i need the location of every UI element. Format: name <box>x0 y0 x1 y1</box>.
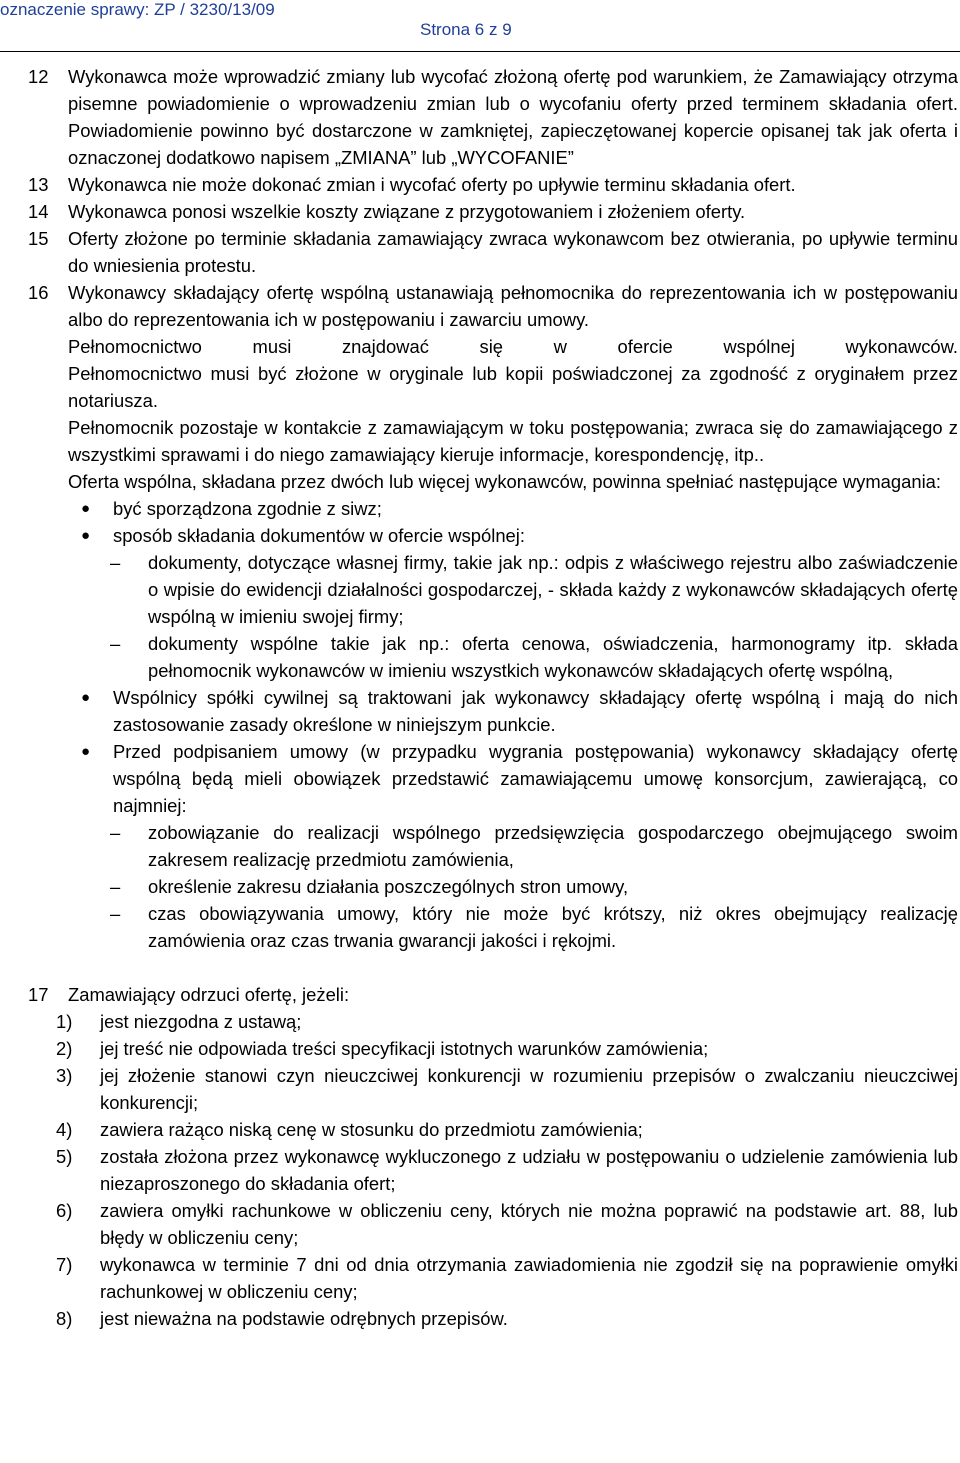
dash-text: dokumenty, dotyczące własnej firmy, takie jak np.: odpis z właściwego rejestru albo zaświadczenie o wpisie do ewidencji działalności gospodarczej, - składa każdy z wykonawców składających ofertę wspólną w imieniu swojej firmy; <box>148 552 958 627</box>
numbered-item <box>28 1008 958 1035</box>
dash-item <box>28 873 958 900</box>
item-number: 6) <box>56 1200 73 1221</box>
point-13 <box>28 171 958 198</box>
bullet-item <box>28 522 958 549</box>
point-text: Oferty złożone po terminie składania zamawiający zwraca wykonawcom bez otwierania, po upływie terminu do wniesienia protestu. <box>68 228 958 276</box>
point-number: 13 <box>28 174 49 195</box>
point-16 <box>28 279 958 495</box>
dash-icon: – <box>110 903 121 924</box>
point-text: Pełnomocnictwo musi być złożone w oryginale lub kopii poświadczonej za zgodność z oryginałem przez notariusza. <box>68 363 958 411</box>
item-number: 8) <box>56 1308 73 1329</box>
point-number: 14 <box>28 201 49 222</box>
dash-item <box>28 630 958 684</box>
dash-item <box>28 900 958 954</box>
bullet-text: Wspólnicy spółki cywilnej są traktowani jak wykonawcy składający ofertę wspólną i mają do nich zastosowanie zasady określone w niniejszym punkcie. <box>113 687 958 735</box>
dash-item <box>28 549 958 630</box>
point-number: 12 <box>28 66 49 87</box>
item-text: jest nieważna na podstawie odrębnych przepisów. <box>100 1308 508 1329</box>
bullet-text: Przed podpisaniem umowy (w przypadku wygrania postępowania) wykonawcy składający ofertę wspólną będą mieli obowiązek przedstawić zamawiającemu umowę konsorcjum, zawierającą, co najmniej: <box>113 741 958 816</box>
item-number: 4) <box>56 1119 73 1140</box>
point-12 <box>28 63 958 171</box>
point-15 <box>28 225 958 279</box>
point-number: 15 <box>28 228 49 249</box>
document-body <box>28 63 958 1332</box>
dash-text: czas obowiązywania umowy, który nie może być krótszy, niż okres obejmujący realizację zamówienia oraz czas trwania gwarancji jakości i rękojmi. <box>148 903 958 951</box>
numbered-item <box>28 1143 958 1197</box>
item-text: jej złożenie stanowi czyn nieuczciwej konkurencji w rozumieniu przepisów o zwalczaniu nieuczciwej konkurencji; <box>100 1065 958 1113</box>
bullet-text: być sporządzona zgodnie z siwz; <box>113 498 382 519</box>
item-number: 7) <box>56 1254 73 1275</box>
point-text: Wykonawca ponosi wszelkie koszty związane z przygotowaniem i złożeniem oferty. <box>68 201 746 222</box>
item-text: została złożona przez wykonawcę wykluczonego z udziału w postępowaniu o udzielenie zamówienia lub niezaproszonego do składania ofert; <box>100 1146 958 1194</box>
item-text: zawiera rażąco niską cenę w stosunku do przedmiotu zamówienia; <box>100 1119 643 1140</box>
numbered-item <box>28 1116 958 1143</box>
header-divider <box>0 51 960 52</box>
dash-text: zobowiązanie do realizacji wspólnego przedsięwzięcia gospodarczego obejmującego swoim zakresem realizację przedmiotu zamówienia, <box>148 822 958 870</box>
point-text: Wykonawca nie może dokonać zmian i wycofać oferty po upływie terminu składania ofert. <box>68 174 796 195</box>
point-text: Wykonawca może wprowadzić zmiany lub wycofać złożoną ofertę pod warunkiem, że Zamawiający otrzyma pisemne powiadomienie o wprowadzeniu zmian lub o wycofaniu oferty przed terminem składania ofert. Powiadomienie powinno być dostarczone w zamkniętej, zapieczętowanej kopercie opisanej tak jak oferta i oznaczonej dodatkowo napisem „ZMIANA” lub „WYCOFANIE” <box>68 66 958 168</box>
dash-text: dokumenty wspólne takie jak np.: oferta cenowa, oświadczenia, harmonogramy itp. składa pełnomocnik wykonawców w imieniu wszystkich wykonawców składających ofertę wspólną, <box>148 633 958 681</box>
item-number: 3) <box>56 1065 73 1086</box>
dash-icon: – <box>110 552 121 573</box>
item-number: 5) <box>56 1146 73 1167</box>
point-number: 16 <box>28 282 49 303</box>
item-text: zawiera omyłki rachunkowe w obliczeniu ceny, których nie można poprawić na podstawie art. 88, lub błędy w obliczeniu ceny; <box>100 1200 958 1248</box>
item-text: jej treść nie odpowiada treści specyfikacji istotnych warunków zamówienia; <box>100 1038 709 1059</box>
bullet-icon: ● <box>81 527 91 544</box>
numbered-item <box>28 1305 958 1332</box>
item-text: wykonawca w terminie 7 dni od dnia otrzymania zawiadomienia nie zgodził się na poprawienie omyłki rachunkowej w obliczeniu ceny; <box>100 1254 958 1302</box>
point-text: Pełnomocnik pozostaje w kontakcie z zamawiającym w toku postępowania; zwraca się do zamawiającego z wszystkimi sprawami i do niego zamawiający kieruje informacje, korespondencję, itp.. <box>68 417 958 465</box>
bullet-text: sposób składania dokumentów w ofercie wspólnej: <box>113 525 525 546</box>
bullet-item <box>28 495 958 522</box>
point-text: Zamawiający odrzuci ofertę, jeżeli: <box>68 984 350 1005</box>
dash-item <box>28 819 958 873</box>
bullet-icon: ● <box>81 743 91 760</box>
dash-text: określenie zakresu działania poszczególnych stron umowy, <box>148 876 629 897</box>
item-number: 1) <box>56 1011 73 1032</box>
bullet-icon: ● <box>81 500 91 517</box>
point-number: 17 <box>28 984 49 1005</box>
dash-icon: – <box>110 822 121 843</box>
bullet-item <box>28 684 958 738</box>
point-text: Oferta wspólna, składana przez dwóch lub więcej wykonawców, powinna spełniać następujące wymagania: <box>68 471 942 492</box>
dash-icon: – <box>110 876 121 897</box>
point-text: Pełnomocnictwo musi znajdować się w ofercie wspólnej wykonawców. <box>68 336 958 357</box>
numbered-item <box>28 1197 958 1251</box>
dash-icon: – <box>110 633 121 654</box>
spacer <box>28 954 958 981</box>
item-text: jest niezgodna z ustawą; <box>100 1011 302 1032</box>
point-14 <box>28 198 958 225</box>
point-text: Wykonawcy składający ofertę wspólną ustanawiają pełnomocnika do reprezentowania ich w postępowaniu albo do reprezentowania ich w postępowaniu i zawarciu umowy. <box>68 282 958 330</box>
case-reference: oznaczenie sprawy: ZP / 3230/13/09 <box>0 0 275 19</box>
numbered-item <box>28 1062 958 1116</box>
numbered-item <box>28 1035 958 1062</box>
numbered-item <box>28 1251 958 1305</box>
bullet-item <box>28 738 958 819</box>
page-number: Strona 6 z 9 <box>420 20 512 39</box>
bullet-icon: ● <box>81 689 91 706</box>
item-number: 2) <box>56 1038 73 1059</box>
point-17 <box>28 981 958 1008</box>
